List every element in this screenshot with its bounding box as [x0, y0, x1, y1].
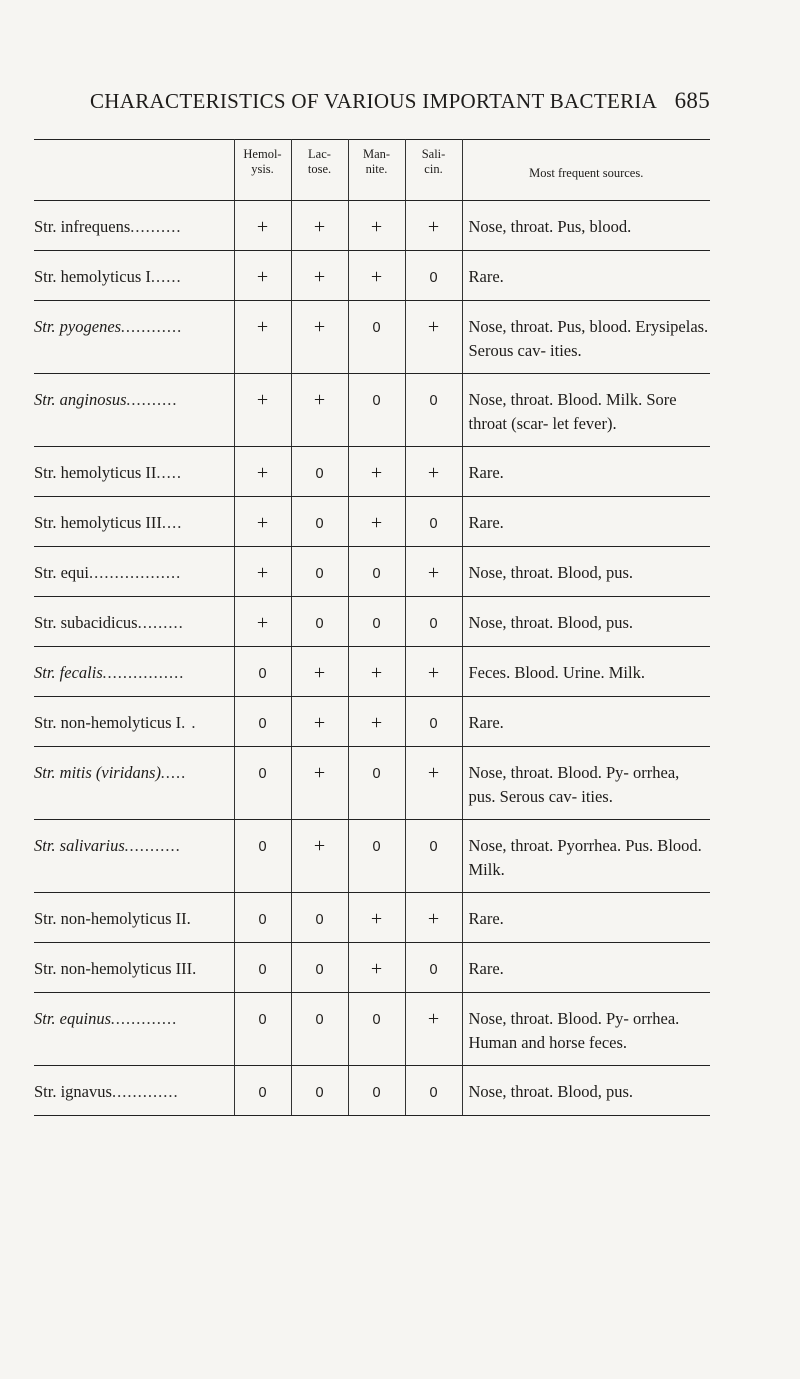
mannite-value: 0: [372, 1085, 381, 1101]
hemolysis-value: +: [256, 316, 269, 338]
running-title: CHARACTERISTICS OF VARIOUS IMPORTANT BACTERIA: [90, 89, 658, 113]
dot-leader: .........: [137, 613, 184, 632]
salicin-cell: [405, 251, 462, 301]
salicin-cell: [405, 497, 462, 547]
salicin-value: +: [427, 1008, 440, 1030]
dot-leader: ............: [121, 317, 183, 336]
sources-text: Nose, throat. Blood, pus.: [468, 613, 634, 632]
sources-text: Feces. Blood. Urine. Milk.: [468, 663, 645, 682]
salicin-value: +: [427, 562, 440, 584]
lactose-cell: [291, 820, 348, 893]
lactose-value: +: [313, 662, 326, 684]
organism-name-cell: [34, 497, 234, 547]
sources-text: Rare.: [468, 463, 504, 482]
table-row: [34, 893, 710, 943]
organism-name-cell: [34, 943, 234, 993]
sources-text: Nose, throat. Blood, pus.: [468, 1082, 634, 1101]
mannite-value: 0: [372, 393, 381, 409]
lactose-cell: [291, 993, 348, 1066]
sources-cell: [462, 251, 710, 301]
hemolysis-value: 0: [258, 766, 267, 782]
organism-name: Str. equi: [34, 563, 90, 582]
dot-leader: .....: [156, 463, 182, 482]
hemolysis-value: +: [256, 462, 269, 484]
table-header-row: [34, 140, 710, 201]
lactose-cell: [291, 893, 348, 943]
organism-name-cell: [34, 301, 234, 374]
lactose-value: 0: [315, 1012, 324, 1028]
mannite-value: +: [370, 462, 383, 484]
hemolysis-cell: [234, 497, 291, 547]
lactose-cell: [291, 497, 348, 547]
sources-text: Nose, throat. Pus, blood. Erysipelas. Serous cav- ities.: [468, 317, 709, 360]
mannite-cell: [348, 943, 405, 993]
lactose-value: +: [313, 266, 326, 288]
lactose-value: 0: [315, 912, 324, 928]
lactose-value: +: [313, 762, 326, 784]
hemolysis-value: +: [256, 612, 269, 634]
table-body: [34, 201, 710, 1116]
mannite-value: 0: [372, 1012, 381, 1028]
hemolysis-cell: [234, 301, 291, 374]
lactose-cell: [291, 597, 348, 647]
sources-cell: [462, 993, 710, 1066]
mannite-value: +: [370, 266, 383, 288]
salicin-value: 0: [429, 516, 438, 532]
sources-cell: [462, 497, 710, 547]
dot-leader: .............: [111, 1082, 179, 1101]
mannite-cell: [348, 301, 405, 374]
dot-leader: ...........: [124, 836, 182, 855]
hemolysis-cell: [234, 597, 291, 647]
salicin-value: 0: [429, 270, 438, 286]
organism-name: Str. hemolyticus III: [34, 513, 162, 532]
salicin-value: 0: [429, 1085, 438, 1101]
lactose-value: +: [313, 389, 326, 411]
salicin-value: +: [427, 462, 440, 484]
dot-leader: ................: [102, 663, 185, 682]
organism-name-cell: [34, 820, 234, 893]
lactose-value: 0: [315, 466, 324, 482]
table-row: [34, 597, 710, 647]
organism-name: Str. ignavus: [34, 1082, 112, 1101]
header-salicin: [405, 140, 462, 201]
mannite-cell: [348, 497, 405, 547]
mannite-cell: [348, 993, 405, 1066]
salicin-cell: [405, 820, 462, 893]
hemolysis-cell: [234, 201, 291, 251]
hemolysis-value: 0: [258, 1012, 267, 1028]
salicin-cell: [405, 201, 462, 251]
organism-name: Str. infrequens: [34, 217, 131, 236]
hemolysis-cell: [234, 374, 291, 447]
sources-cell: [462, 943, 710, 993]
mannite-value: 0: [372, 839, 381, 855]
table-row: [34, 943, 710, 993]
dot-leader: .....: [160, 763, 187, 782]
sources-text: Nose, throat. Blood. Py- orrhea. Human and horse feces.: [468, 1009, 680, 1052]
salicin-value: +: [427, 662, 440, 684]
table-row: [34, 547, 710, 597]
header-salicin-label: Sali- cin.: [421, 147, 446, 176]
organism-name: Str. anginosus: [34, 390, 127, 409]
lactose-value: +: [313, 216, 326, 238]
lactose-cell: [291, 447, 348, 497]
organism-name: Str. non-hemolyticus II.: [34, 909, 191, 928]
organism-name-cell: [34, 547, 234, 597]
header-sources-label: Most frequent sources.: [529, 165, 644, 180]
lactose-cell: [291, 943, 348, 993]
mannite-cell: [348, 547, 405, 597]
organism-name-cell: [34, 993, 234, 1066]
sources-cell: [462, 647, 710, 697]
table-row: [34, 497, 710, 547]
hemolysis-cell: [234, 747, 291, 820]
sources-text: Rare.: [468, 267, 504, 286]
salicin-value: 0: [429, 616, 438, 632]
salicin-cell: [405, 547, 462, 597]
organism-name: Str. pyogenes: [34, 317, 122, 336]
organism-name-cell: [34, 597, 234, 647]
sources-cell: [462, 747, 710, 820]
salicin-cell: [405, 647, 462, 697]
lactose-cell: [291, 251, 348, 301]
header-lactose: [291, 140, 348, 201]
lactose-cell: [291, 697, 348, 747]
salicin-value: 0: [429, 716, 438, 732]
lactose-value: 0: [315, 1085, 324, 1101]
sources-cell: [462, 301, 710, 374]
organism-name: Str. equinus: [34, 1009, 112, 1028]
sources-cell: [462, 893, 710, 943]
table-row: [34, 201, 710, 251]
mannite-value: +: [370, 512, 383, 534]
organism-name: Str. non-hemolyticus I: [34, 713, 182, 732]
dot-leader: ....: [161, 513, 183, 532]
table-row: [34, 1066, 710, 1116]
hemolysis-cell: [234, 447, 291, 497]
header-lactose-label: Lac- tose.: [307, 147, 332, 176]
hemolysis-cell: [234, 993, 291, 1066]
lactose-cell: [291, 374, 348, 447]
dot-leader: . .: [181, 713, 197, 732]
salicin-value: +: [427, 216, 440, 238]
mannite-value: +: [370, 712, 383, 734]
lactose-cell: [291, 201, 348, 251]
hemolysis-value: 0: [258, 666, 267, 682]
hemolysis-cell: [234, 893, 291, 943]
mannite-cell: [348, 747, 405, 820]
salicin-value: +: [427, 762, 440, 784]
mannite-cell: [348, 1066, 405, 1116]
sources-text: Nose, throat. Blood, pus.: [468, 563, 634, 582]
hemolysis-value: 0: [258, 839, 267, 855]
mannite-value: +: [370, 958, 383, 980]
sources-cell: [462, 697, 710, 747]
hemolysis-value: +: [256, 512, 269, 534]
mannite-cell: [348, 697, 405, 747]
hemolysis-cell: [234, 820, 291, 893]
running-header: [90, 88, 710, 114]
salicin-cell: [405, 1066, 462, 1116]
mannite-cell: [348, 201, 405, 251]
salicin-cell: [405, 597, 462, 647]
sources-cell: [462, 1066, 710, 1116]
organism-name-cell: [34, 374, 234, 447]
organism-name: Str. non-hemolyticus III.: [34, 959, 197, 978]
dot-leader: .............: [111, 1009, 178, 1028]
salicin-value: +: [427, 908, 440, 930]
lactose-value: 0: [315, 566, 324, 582]
dot-leader: ..................: [89, 563, 182, 582]
organism-name-cell: [34, 647, 234, 697]
sources-text: Rare.: [468, 713, 504, 732]
table-row: [34, 374, 710, 447]
table-row: [34, 447, 710, 497]
lactose-cell: [291, 547, 348, 597]
hemolysis-value: 0: [258, 1085, 267, 1101]
table-row: [34, 820, 710, 893]
mannite-cell: [348, 597, 405, 647]
mannite-cell: [348, 447, 405, 497]
mannite-value: 0: [372, 766, 381, 782]
header-name-column: [34, 140, 234, 201]
organism-name-cell: [34, 697, 234, 747]
salicin-value: 0: [429, 839, 438, 855]
mannite-value: +: [370, 662, 383, 684]
salicin-cell: [405, 697, 462, 747]
hemolysis-cell: [234, 251, 291, 301]
table-row: [34, 647, 710, 697]
sources-text: Rare.: [468, 959, 504, 978]
hemolysis-value: +: [256, 216, 269, 238]
hemolysis-value: 0: [258, 716, 267, 732]
hemolysis-cell: [234, 697, 291, 747]
salicin-value: +: [427, 316, 440, 338]
hemolysis-value: +: [256, 562, 269, 584]
sources-text: Nose, throat. Pus, blood.: [468, 217, 632, 236]
dot-leader: ..........: [130, 217, 182, 236]
lactose-cell: [291, 1066, 348, 1116]
hemolysis-value: 0: [258, 962, 267, 978]
lactose-cell: [291, 301, 348, 374]
mannite-cell: [348, 893, 405, 943]
sources-cell: [462, 447, 710, 497]
header-mannite: [348, 140, 405, 201]
lactose-value: 0: [315, 962, 324, 978]
sources-cell: [462, 820, 710, 893]
hemolysis-value: +: [256, 266, 269, 288]
lactose-value: 0: [315, 516, 324, 532]
hemolysis-value: 0: [258, 912, 267, 928]
table-row: [34, 993, 710, 1066]
salicin-value: 0: [429, 962, 438, 978]
lactose-value: +: [313, 835, 326, 857]
bacteria-characteristics-table: [34, 139, 710, 1116]
organism-name: Str. hemolyticus II: [34, 463, 157, 482]
salicin-cell: [405, 747, 462, 820]
mannite-cell: [348, 251, 405, 301]
organism-name-cell: [34, 201, 234, 251]
header-sources: [462, 140, 710, 201]
salicin-cell: [405, 447, 462, 497]
hemolysis-cell: [234, 547, 291, 597]
table-row: [34, 747, 710, 820]
hemolysis-cell: [234, 1066, 291, 1116]
lactose-value: +: [313, 712, 326, 734]
organism-name-cell: [34, 447, 234, 497]
mannite-value: +: [370, 216, 383, 238]
salicin-cell: [405, 301, 462, 374]
organism-name-cell: [34, 747, 234, 820]
salicin-cell: [405, 993, 462, 1066]
hemolysis-value: +: [256, 389, 269, 411]
lactose-value: 0: [315, 616, 324, 632]
page-number: 685: [674, 88, 710, 113]
table-row: [34, 251, 710, 301]
sources-cell: [462, 374, 710, 447]
mannite-value: +: [370, 908, 383, 930]
sources-text: Nose, throat. Blood. Milk. Sore throat (scar- let fever).: [468, 390, 677, 433]
lactose-cell: [291, 647, 348, 697]
table-row: [34, 301, 710, 374]
dot-leader: ......: [150, 267, 182, 286]
mannite-value: 0: [372, 566, 381, 582]
mannite-cell: [348, 647, 405, 697]
mannite-value: 0: [372, 616, 381, 632]
sources-text: Rare.: [468, 513, 504, 532]
mannite-cell: [348, 820, 405, 893]
salicin-cell: [405, 943, 462, 993]
header-mannite-label: Man- nite.: [362, 147, 391, 176]
salicin-cell: [405, 374, 462, 447]
organism-name: Str. hemolyticus I: [34, 267, 151, 286]
sources-cell: [462, 201, 710, 251]
lactose-cell: [291, 747, 348, 820]
organism-name: Str. salivarius: [34, 836, 125, 855]
dot-leader: ..........: [126, 390, 178, 409]
sources-cell: [462, 597, 710, 647]
salicin-cell: [405, 893, 462, 943]
mannite-value: 0: [372, 320, 381, 336]
salicin-value: 0: [429, 393, 438, 409]
sources-cell: [462, 547, 710, 597]
organism-name: Str. fecalis: [34, 663, 103, 682]
header-hemolysis: [234, 140, 291, 201]
organism-name: Str. subacidicus: [34, 613, 138, 632]
sources-text: Nose, throat. Blood. Py- orrhea, pus. Serous cav- ities.: [468, 763, 680, 806]
organism-name: Str. mitis (viridans): [34, 763, 161, 782]
organism-name-cell: [34, 1066, 234, 1116]
hemolysis-cell: [234, 943, 291, 993]
lactose-value: +: [313, 316, 326, 338]
organism-name-cell: [34, 893, 234, 943]
hemolysis-cell: [234, 647, 291, 697]
sources-text: Nose, throat. Pyorrhea. Pus. Blood. Milk.: [468, 836, 702, 879]
sources-text: Rare.: [468, 909, 504, 928]
organism-name-cell: [34, 251, 234, 301]
table-row: [34, 697, 710, 747]
header-hemolysis-label: Hemol- ysis.: [243, 147, 282, 176]
mannite-cell: [348, 374, 405, 447]
